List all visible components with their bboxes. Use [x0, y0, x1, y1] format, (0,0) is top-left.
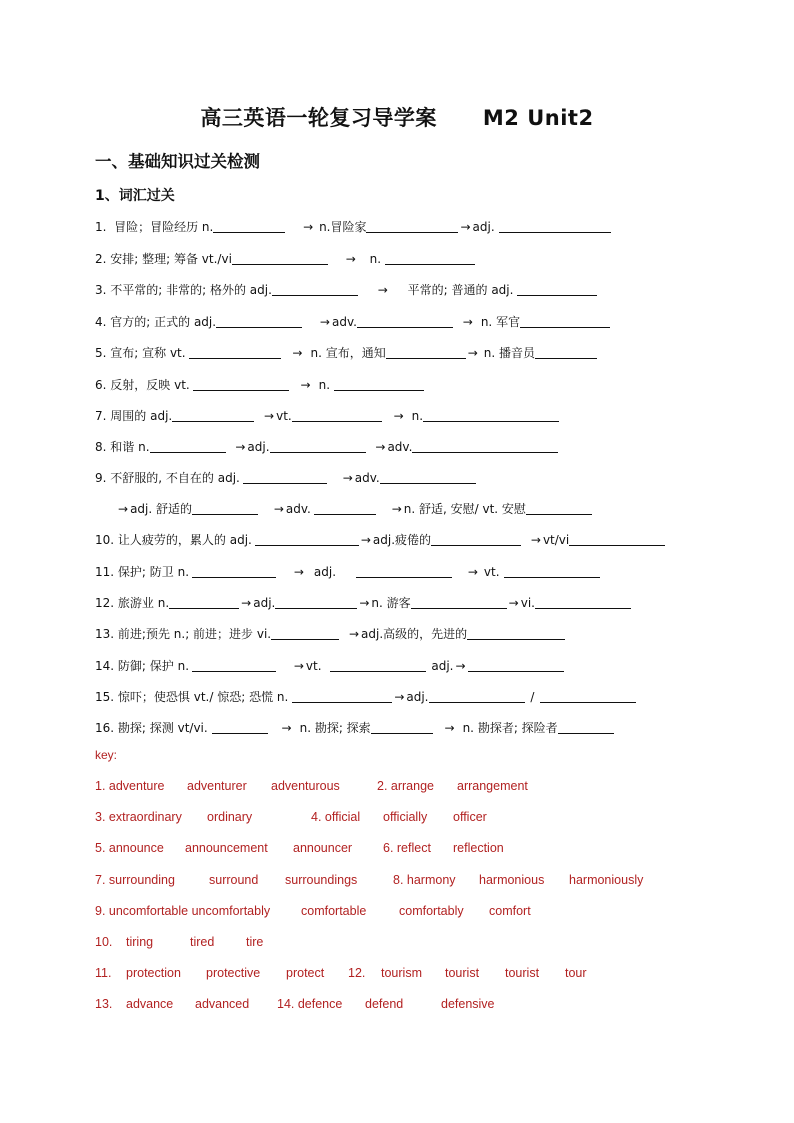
arrow-icon: →	[348, 627, 360, 641]
arrow-icon: →	[293, 659, 304, 673]
answer-blank[interactable]	[232, 252, 328, 265]
arrow-icon: →	[273, 502, 284, 516]
answer-blank[interactable]	[357, 315, 453, 328]
answer-blank[interactable]	[292, 409, 382, 422]
answer-blank[interactable]	[192, 565, 276, 578]
arrow-icon: →	[508, 596, 519, 610]
vocab-row-6: 6. 反射，反映 vt. → n.	[95, 376, 424, 393]
page-title	[0, 102, 794, 132]
answer-blank[interactable]	[169, 596, 239, 609]
answer-blank[interactable]	[330, 659, 426, 672]
arrow-icon: →	[462, 315, 473, 329]
answer-blank[interactable]	[429, 690, 525, 703]
arrow-icon: →	[530, 533, 541, 547]
arrow-icon: →	[281, 721, 292, 735]
vocab-row-5: 5. 宣布; 宣称 vt. → n. 宣布，通知 → n. 播音员	[95, 344, 597, 361]
answer-blank[interactable]	[213, 220, 285, 233]
vocab-row-10: 10. 让人疲劳的，累人的 adj. → adj.疲倦的 → vt/vi	[95, 531, 665, 548]
answer-blank[interactable]	[411, 596, 507, 609]
vocab-row-16: 16. 勘探; 探测 vt/vi. → n. 勘探; 探索 → n. 勘探者; 探险者	[95, 719, 614, 736]
answer-blank[interactable]	[517, 283, 597, 296]
arrow-icon: →	[391, 502, 402, 516]
vocab-row-12: 12. 旅游业 n. → adj. → n. 游客 → vi.	[95, 594, 631, 611]
arrow-icon: →	[467, 346, 478, 360]
answer-row-5: 9. uncomfortable uncomfortably comfortable comfortably comfort	[95, 904, 531, 918]
answer-blank[interactable]	[380, 471, 476, 484]
answer-row-1: 1. adventure adventurer adventurous 2. arrange arrangement	[95, 779, 528, 793]
answer-blank[interactable]	[275, 596, 357, 609]
answer-blank[interactable]	[193, 378, 289, 391]
arrow-icon: →	[118, 502, 129, 516]
arrow-icon: →	[444, 721, 455, 735]
vocab-row-7: 7. 周围的 adj. → vt. → n.	[95, 407, 559, 424]
vocab-row-8: 8. 和谐 n. → adj. → adv.	[95, 438, 558, 455]
arrow-icon: →	[455, 659, 466, 673]
arrow-icon: →	[394, 690, 405, 704]
answer-blank[interactable]	[386, 346, 466, 359]
answer-blank[interactable]	[467, 627, 565, 640]
arrow-icon: →	[300, 378, 311, 392]
answer-blank[interactable]	[520, 315, 610, 328]
answer-blank[interactable]	[192, 502, 258, 515]
answer-blank[interactable]	[526, 502, 592, 515]
vocab-row-9: 9. 不舒服的, 不自在的 adj. → adv.	[95, 469, 476, 486]
section-heading: 一、基础知识过关检测	[95, 152, 260, 171]
arrow-icon: →	[460, 220, 471, 234]
vocab-row-14: 14. 防御; 保护 n. → vt. adj. →	[95, 657, 564, 674]
arrow-icon: →	[377, 283, 388, 297]
arrow-icon: →	[241, 596, 252, 610]
answer-row-2: 3. extraordinary ordinary 4. official officially officer	[95, 810, 487, 824]
arrow-icon: →	[235, 440, 246, 454]
answer-blank[interactable]	[270, 440, 366, 453]
answer-blank[interactable]	[172, 409, 254, 422]
answer-blank[interactable]	[271, 627, 339, 640]
answer-blank[interactable]	[412, 440, 558, 453]
arrow-icon: →	[293, 565, 304, 579]
arrow-icon: →	[393, 409, 404, 423]
answer-blank[interactable]	[558, 721, 614, 734]
vocab-row-4: 4. 官方的; 正式的 adj. → adv. → n. 军官	[95, 313, 610, 330]
vocab-row-11: 11. 保护; 防卫 n. → adj. → vt.	[95, 563, 600, 580]
arrow-icon: →	[342, 471, 353, 485]
answer-row-7: 11. protection protective protect 12. tourism tourist tourist tour	[95, 966, 587, 980]
answer-blank[interactable]	[216, 315, 302, 328]
answer-blank[interactable]	[314, 502, 376, 515]
answer-blank[interactable]	[385, 252, 475, 265]
answer-blank[interactable]	[569, 533, 665, 546]
arrow-icon: →	[467, 565, 478, 579]
subsection-heading: 1、词汇过关	[95, 188, 175, 204]
answer-blank[interactable]	[255, 533, 359, 546]
answer-blank[interactable]	[535, 596, 631, 609]
answer-blank[interactable]	[499, 220, 611, 233]
title-main: 高三英语一轮复习导学案	[200, 106, 437, 130]
arrow-icon: →	[264, 409, 275, 423]
answer-blank[interactable]	[356, 565, 452, 578]
answer-row-3: 5. announce announcement announcer 6. reflect reflection	[95, 841, 504, 855]
answer-blank[interactable]	[150, 440, 226, 453]
arrow-icon: →	[375, 440, 386, 454]
answer-blank[interactable]	[468, 659, 564, 672]
vocab-row-2: 2. 安排; 整理; 筹备 vt./vi → n.	[95, 250, 475, 267]
arrow-icon: →	[345, 252, 356, 266]
answer-blank[interactable]	[431, 533, 521, 546]
answer-blank[interactable]	[212, 721, 268, 734]
answer-blank[interactable]	[272, 283, 358, 296]
answer-row-4: 7. surrounding surround surroundings 8. harmony harmonious harmoniously	[95, 873, 644, 887]
arrow-icon: →	[359, 596, 370, 610]
answer-blank[interactable]	[243, 471, 327, 484]
vocab-row-15: 15. 惊吓；使恐惧 vt./ 惊恐; 恐慌 n. → adj. /	[95, 688, 636, 705]
vocab-row-13: 13. 前进;预先 n.; 前进；进步 vi. → adj.高级的，先进的	[95, 625, 565, 642]
arrow-icon: →	[292, 346, 303, 360]
answer-blank[interactable]	[334, 378, 424, 391]
answer-blank[interactable]	[535, 346, 597, 359]
answer-key-label: key:	[95, 748, 118, 762]
vocab-row-3: 3. 不平常的; 非常的; 格外的 adj. → 平常的; 普通的 adj.	[95, 281, 597, 298]
answer-blank[interactable]	[540, 690, 636, 703]
vocab-row-1: 1. 冒险；冒险经历 n. → n.冒险家 → adj.	[95, 218, 611, 235]
answer-blank[interactable]	[292, 690, 392, 703]
title-unit: M2 Unit2	[482, 106, 594, 130]
answer-blank[interactable]	[189, 346, 281, 359]
answer-row-8: 13. advance advanced 14. defence defend defensive	[95, 997, 495, 1011]
arrow-icon: →	[303, 220, 314, 234]
answer-blank[interactable]	[366, 220, 458, 233]
answer-blank[interactable]	[192, 659, 276, 672]
answer-blank[interactable]	[423, 409, 559, 422]
arrow-icon: →	[319, 315, 330, 329]
answer-blank[interactable]	[371, 721, 433, 734]
arrow-icon: →	[360, 533, 371, 547]
answer-blank[interactable]	[504, 565, 600, 578]
vocab-row-9b: → adj. 舒适的 → adv. → n. 舒适, 安慰/ vt. 安慰	[116, 500, 592, 517]
answer-row-6: 10. tiring tired tire	[95, 935, 264, 949]
